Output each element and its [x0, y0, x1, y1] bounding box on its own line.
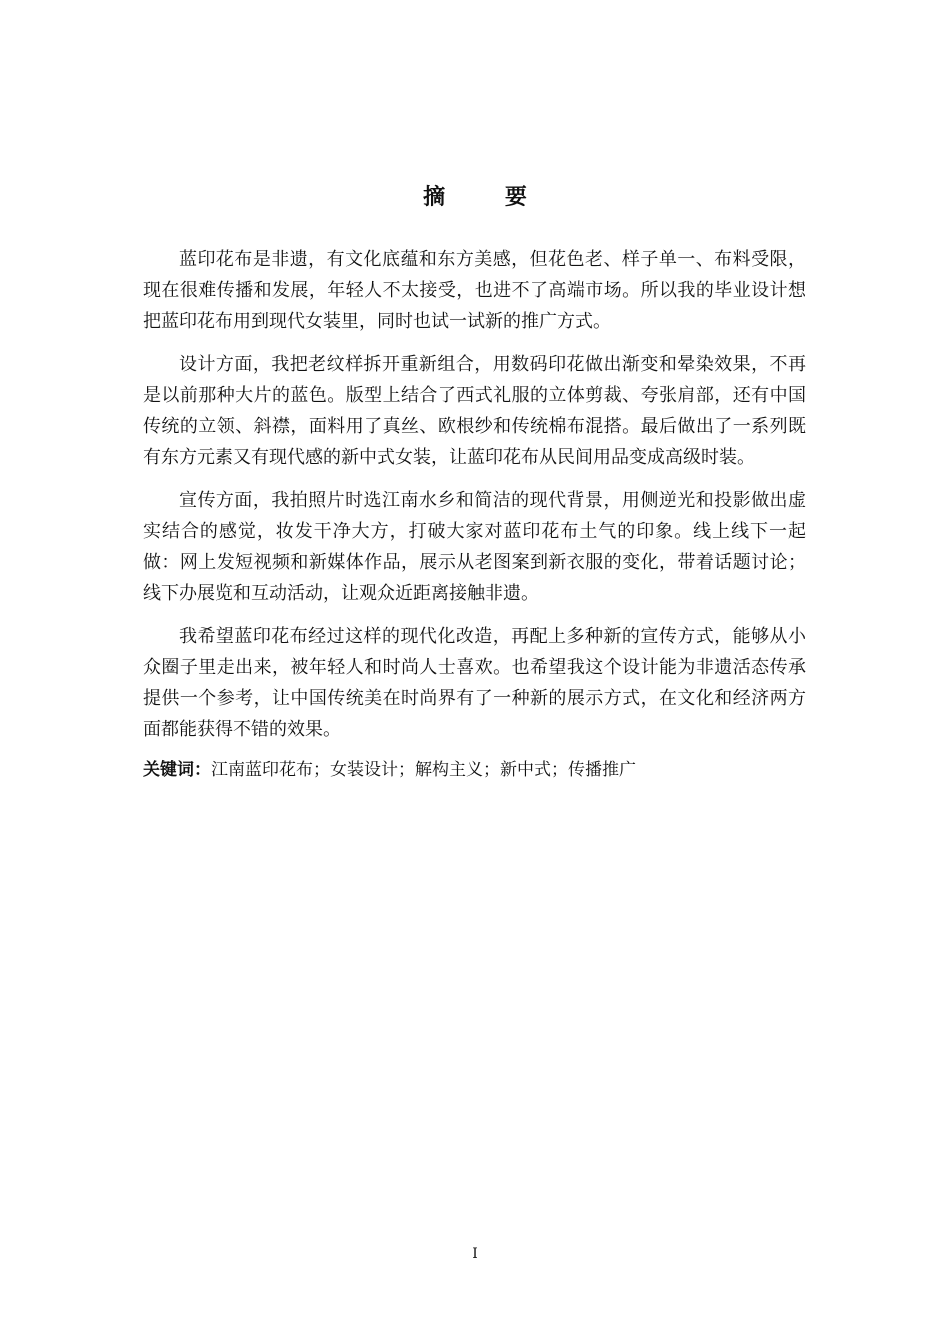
abstract-paragraph-1: 蓝印花布是非遗，有文化底蕴和东方美感，但花色老、样子单一、布料受限，现在很难传播和发展，年轻人不太接受，也进不了高端市场。所以我的毕业设计想把蓝印花布用到现代女装里，同时也试一试新的推广方式。	[143, 249, 806, 332]
keywords-line	[143, 757, 806, 783]
abstract-paragraph-2: 设计方面，我把老纹样拆开重新组合，用数码印花做出渐变和晕染效果，不再是以前那种大片的蓝色。版型上结合了西式礼服的立体剪裁、夸张肩部，还有中国传统的立领、斜襟，面料用了真丝、欧根纱和传统棉布混搭。最后做出了一系列既有东方元素又有现代感的新中式女装，让蓝印花布从民间用品变成高级时装。	[143, 354, 806, 468]
abstract-title: 摘 要	[423, 185, 553, 210]
page-number: I	[472, 1246, 478, 1262]
keywords-text: 江南蓝印花布；女装设计；解构主义；新中式；传播推广	[211, 760, 636, 780]
abstract-body	[143, 244, 806, 783]
abstract-paragraph-4: 我希望蓝印花布经过这样的现代化改造，再配上多种新的宣传方式，能够从小众圈子里走出来，被年轻人和时尚人士喜欢。也希望我这个设计能为非遗活态传承提供一个参考，让中国传统美在时尚界有了一种新的展示方式，在文化和经济两方面都能获得不错的效果。	[143, 626, 806, 740]
abstract-paragraph-3: 宣传方面，我拍照片时选江南水乡和简洁的现代背景，用侧逆光和投影做出虚实结合的感觉，妆发干净大方，打破大家对蓝印花布土气的印象。线上线下一起做：网上发短视频和新媒体作品，展示从老图案到新衣服的变化，带着话题讨论；线下办展览和互动活动，让观众近距离接触非遗。	[143, 490, 806, 604]
keywords-label: 关键词：	[143, 760, 211, 780]
